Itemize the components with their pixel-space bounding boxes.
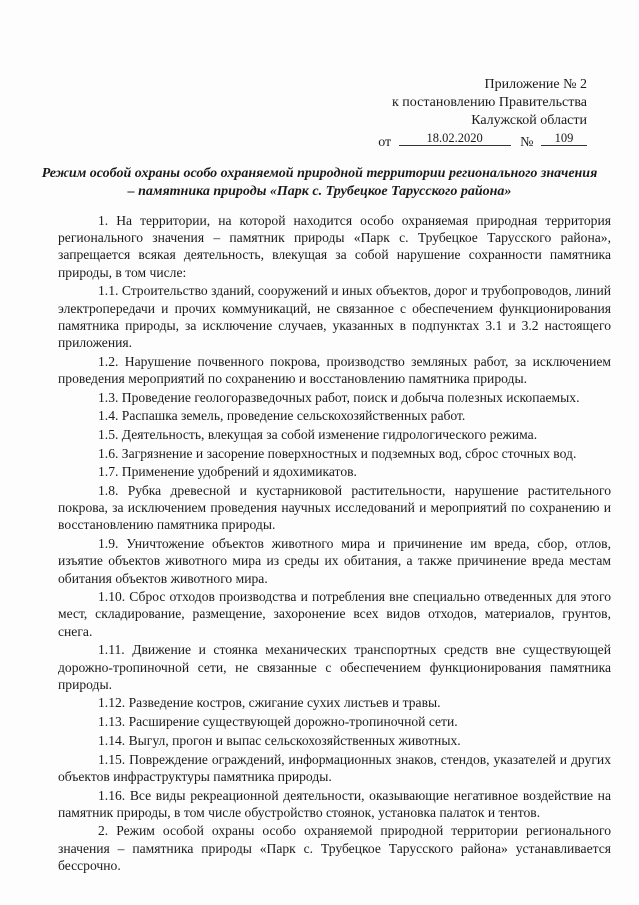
paragraph-1-14: 1.14. Выгул, прогон и выпас сельскохозяйственных животных. [98,732,461,748]
annex-header [378,76,587,152]
paragraph-1-11: 1.11. Движение и стоянка механических транспортных средств вне существующей дорожно-тропиночной сети, не связанные с обеспечением функционирования памятника природы. [58,642,611,692]
paragraph-1-8: 1.8. Рубка древесной и кустарниковой растительности, нарушение растительного покрова, за исключением проведения научных исследований и мероприятий по сохранению и восстановлению памятника природы. [58,483,611,533]
paragraph-1-4: 1.4. Распашка земель, проведение сельскохозяйственных работ. [98,408,466,424]
paragraph-1-3: 1.3. Проведение геологоразведочных работ, поиск и добыча полезных ископаемых. [98,389,580,405]
paragraph-1: 1. На территории, на которой находится особо охраняемая природная территория регионального значения – памятник природы «Парк с. Трубецкое Тарусского района», запрещается всякая деятельность, влекущая за собой нарушение сохранности памятника природы, в том числе: [58,213,611,280]
paragraph-1-6: 1.6. Загрязнение и засорение поверхностных и подземных вод, сброс сточных вод. [98,445,577,461]
paragraph-1-15: 1.15. Повреждение ограждений, информационных знаков, стендов, указателей и других объектов инфраструктуры памятника природы. [58,751,611,784]
from-label: от [378,135,392,150]
document-body [58,212,611,876]
document-title: Режим особой охраны особо охраняемой природной территории регионального значения – памятника природы «Парк с. Трубецкое Тарусского района» [41,166,598,199]
paragraph-1-10: 1.10. Сброс отходов производства и потребления вне специально отведенных для этого мест, складирование, размещение, захоронение всех видов отходов, материалов, грунтов, снега. [58,589,611,639]
paragraph-1-13: 1.13. Расширение существующей дорожно-тропиночной сети. [98,714,458,730]
paragraph-2: 2. Режим особой охраны особо охраняемой природной территории регионального значения – памятника природы «Парк с. Трубецкое Тарусского района» устанавливается бессрочно. [58,823,611,873]
annex-date-number-line [378,131,587,152]
paragraph-1-9: 1.9. Уничтожение объектов животного мира и причинение им вреда, сбор, отлов, изъятие объектов животного мира из среды их обитания, а также причинение вреда местам обитания объектов животного мира. [58,536,611,586]
paragraph-1-5: 1.5. Деятельность, влекущая за собой изменение гидрологического режима. [98,426,538,442]
paragraph-1-7: 1.7. Применение удобрений и ядохимикатов. [98,464,357,480]
paragraph-1-1: 1.1. Строительство зданий, сооружений и иных объектов, дорог и трубопроводов, линий электропередачи и прочих коммуникаций, не связанное с обеспечением функционирования памятника природы, за исключение случаев, указанных в подпунктах 3.1 и 3.2 настоящего приложения. [58,283,611,350]
annex-resolution-line: к постановлению Правительства [391,95,587,110]
paragraph-1-2: 1.2. Нарушение почвенного покрова, производство земляных работ, за исключением проведения мероприятий по сохранению и восстановлению памятника природы. [58,353,611,386]
date-field [399,131,511,146]
number-label: № [520,135,534,150]
annex-number-line: Приложение № 2 [484,77,587,92]
number-field [541,131,587,146]
paragraph-1-16: 1.16. Все виды рекреационной деятельности, оказывающие негативное воздействие на памятник природы, в том числе обустройство стоянок, установка палаток и тентов. [58,787,611,820]
paragraph-1-12: 1.12. Разведение костров, сжигание сухих листьев и травы. [98,695,441,711]
annex-region-line: Калужской области [471,113,587,128]
number-value: 109 [554,131,574,145]
date-value: 18.02.2020 [426,131,483,145]
